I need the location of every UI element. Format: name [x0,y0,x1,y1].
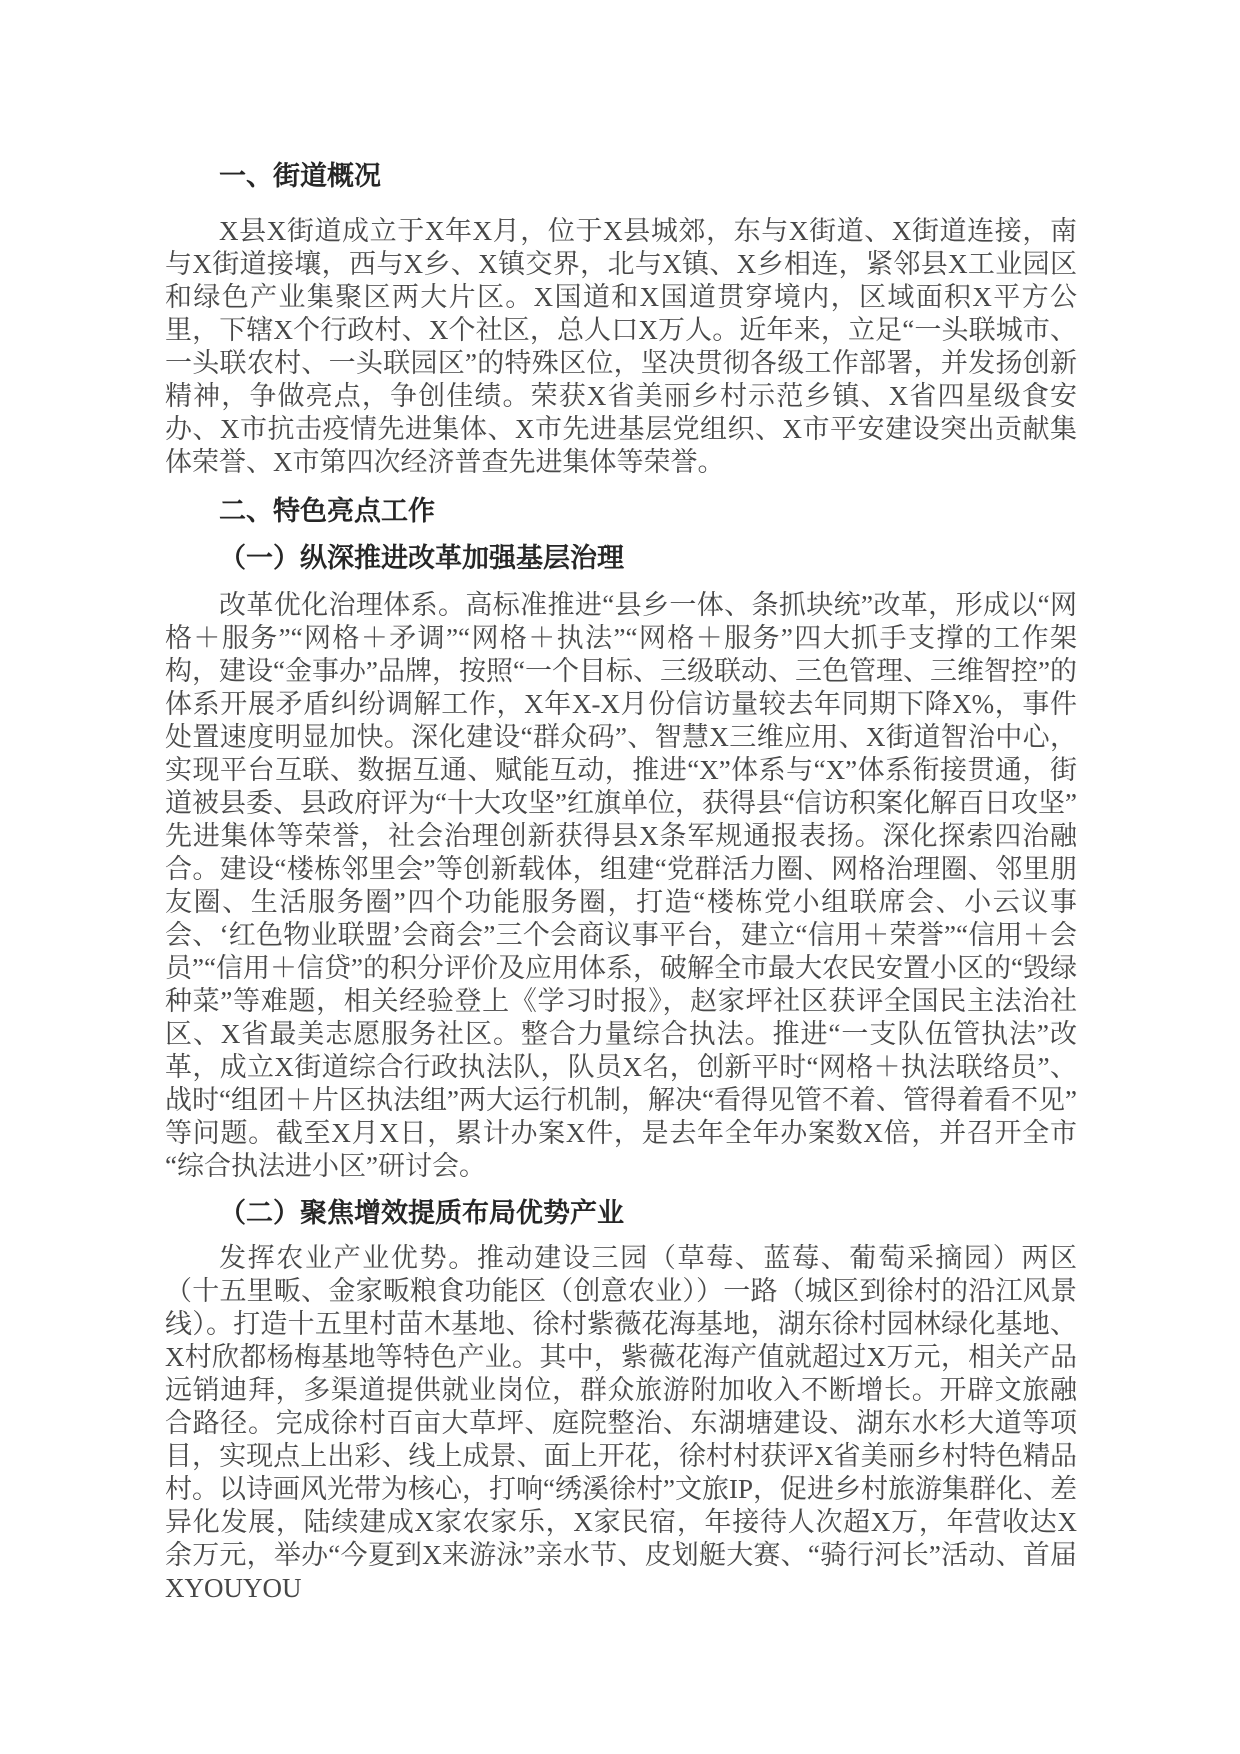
paragraph-advantage-industry: 发挥农业产业优势。推动建设三园（草莓、蓝莓、葡萄采摘园）两区（十五里畈、金家畈粮食功能区（创意农业））一路（城区到徐村的沿江风景线）。打造十五里村苗木基地、徐村紫薇花海基地，湖东徐村园林绿化基地、X村欣都杨梅基地等特色产业。其中，紫薇花海产值就超过X万元，相关产品远销迪拜，多渠道提供就业岗位，群众旅游附加收入不断增长。开辟文旅融合路径。完成徐村百亩大草坪、庭院整治、东湖塘建设、湖东水杉大道等项目，实现点上出彩、线上成景、面上开花，徐村村获评X省美丽乡村特色精品村。以诗画风光带为核心，打响“绣溪徐村”文旅IP，促进乡村旅游集群化、差异化发展，陆续建成X家农家乐，X家民宿，年接待人次超X万，年营收达X余万元，举办“今夏到X来游泳”亲水节、皮划艇大赛、“骑行河长”活动、首届XYOUYOU [165,1243,1077,1603]
heading-street-overview: 一、街道概况 [219,161,381,191]
heading-subsection-reform-governance: （一）纵深推进改革加强基层治理 [219,543,624,573]
paragraph-reform-governance: 改革优化治理体系。高标准推进“县乡一体、条抓块统”改革，形成以“网格＋服务”“网格＋矛调”“网格＋执法”“网格＋服务”四大抓手支撑的工作架构，建设“金事办”品牌，按照“一个目标、三级联动、三色管理、三维智控”的体系开展矛盾纠纷调解工作，X年X-X月份信访量较去年同期下降X%，事件处置速度明显加快。深化建设“群众码”、智慧X三维应用、X街道智治中心，实现平台互联、数据互通、赋能互动，推进“X”体系与“X”体系衔接贯通，街道被县委、县政府评为“十大攻坚”红旗单位，获得县“信访积案化解百日攻坚”先进集体等荣誉，社会治理创新获得县X条军规通报表扬。深化探索四治融合。建设“楼栋邻里会”等创新载体，组建“党群活力圈、网格治理圈、邻里朋友圈、生活服务圈”四个功能服务圈，打造“楼栋党小组联席会、小云议事会、‘红色物业联盟’会商会”三个会商议事平台，建立“信用＋荣誉”“信用＋会员”“信用＋信贷”的积分评价及应用体系，破解全市最大农民安置小区的“毁绿种菜”等难题，相关经验登上《学习时报》，赵家坪社区获评全国民主法治社区、X省最美志愿服务社区。整合力量综合执法。推进“一支队伍管执法”改革，成立X街道综合行政执法队，队员X名，创新平时“网格＋执法联络员”、战时“组团＋片区执法组”两大运行机制，解决“看得见管不着、管得着看不见”等问题。截至X月X日，累计办案X件，是去年全年办案数X倍，并召开全市“综合执法进小区”研讨会。 [165,590,1077,1181]
paragraph-street-overview: X县X街道成立于X年X月，位于X县城郊，东与X街道、X街道连接，南与X街道接壤，西与X乡、X镇交界，北与X镇、X乡相连，紧邻县X工业园区和绿色产业集聚区两大片区。X国道和X国道贯穿境内，区域面积X平方公里，下辖X个行政村、X个社区，总人口X万人。近年来，立足“一头联城市、一头联农村、一头联园区”的特殊区位，坚决贯彻各级工作部署，并发扬创新精神，争做亮点，争创佳绩。荣获X省美丽乡村示范乡镇、X省四星级食安办、X市抗击疫情先进集体、X市先进基层党组织、X市平安建设突出贡献集体荣誉、X市第四次经济普查先进集体等荣誉。 [165,216,1077,477]
heading-featured-highlight-work: 二、特色亮点工作 [219,496,435,526]
heading-subsection-advantage-industry: （二）聚焦增效提质布局优势产业 [219,1198,624,1228]
